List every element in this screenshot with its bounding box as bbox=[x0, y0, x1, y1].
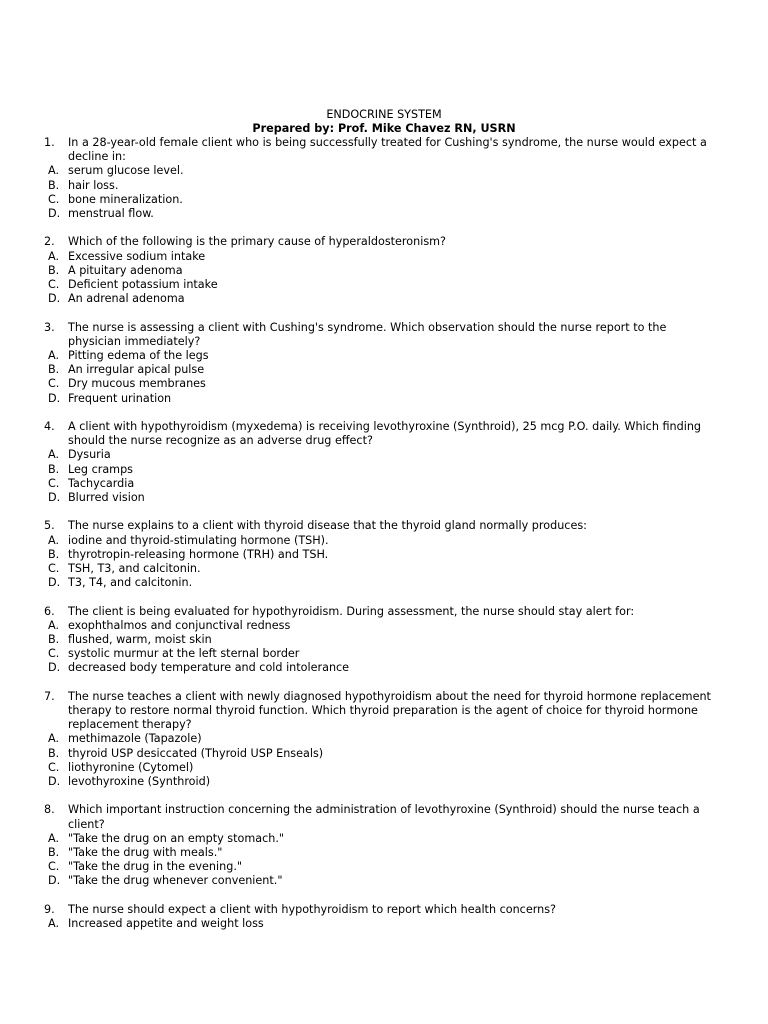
option-letter: A. bbox=[48, 249, 60, 263]
answer-option bbox=[0, 747, 768, 761]
answer-option bbox=[0, 207, 768, 221]
question-text: A client with hypothyroidism (myxedema) is receiving levothyroxine (Synthroid), 25 mcg P.O. daily. Which finding should the nurse recognize as an adverse drug effect? bbox=[68, 420, 702, 448]
option-text: "Take the drug whenever convenient." bbox=[68, 874, 283, 888]
answer-option bbox=[0, 491, 768, 505]
option-letter: D. bbox=[48, 391, 61, 405]
answer-option bbox=[0, 832, 768, 846]
option-text: An irregular apical pulse bbox=[68, 363, 205, 377]
option-letter: B. bbox=[48, 363, 60, 377]
option-letter: A. bbox=[48, 533, 60, 547]
option-text: systolic murmur at the left sternal border bbox=[68, 647, 300, 661]
option-text: Deficient potassium intake bbox=[68, 278, 218, 292]
answer-option bbox=[0, 619, 768, 633]
option-text: Leg cramps bbox=[68, 462, 134, 476]
question-number: 1. bbox=[44, 136, 55, 149]
option-text: Dysuria bbox=[68, 448, 111, 462]
option-letter: B. bbox=[48, 462, 60, 476]
question-stem bbox=[0, 420, 768, 448]
question-stem bbox=[0, 690, 768, 733]
question-text: The nurse is assessing a client with Cushing's syndrome. Which observation should the nurse report to the physician immediately? bbox=[68, 320, 667, 348]
question-text: Which of the following is the primary cause of hyperaldosteronism? bbox=[68, 235, 446, 249]
option-text: hair loss. bbox=[68, 178, 119, 192]
answer-option bbox=[0, 846, 768, 860]
question-item bbox=[0, 903, 768, 931]
option-text: levothyroxine (Synthroid) bbox=[68, 775, 211, 789]
answer-option bbox=[0, 576, 768, 590]
answer-option bbox=[0, 775, 768, 789]
question-item bbox=[0, 605, 768, 676]
option-text: T3, T4, and calcitonin. bbox=[68, 576, 193, 590]
question-stem bbox=[0, 903, 768, 917]
answer-option bbox=[0, 392, 768, 406]
option-letter: B. bbox=[48, 178, 60, 192]
option-letter: A. bbox=[48, 917, 60, 931]
option-text: decreased body temperature and cold intolerance bbox=[68, 661, 350, 675]
option-text: serum glucose level. bbox=[68, 164, 184, 178]
option-text: iodine and thyroid-stimulating hormone (TSH). bbox=[68, 533, 329, 547]
answer-option bbox=[0, 292, 768, 306]
question-stem bbox=[0, 136, 768, 164]
question-text: The nurse teaches a client with newly diagnosed hypothyroidism about the need for thyroid hormone replacement therapy to restore normal thyroid function. Which thyroid preparation is the agent of choice for thyroid hormone replacement therapy? bbox=[68, 689, 711, 732]
answer-option bbox=[0, 633, 768, 647]
answer-option bbox=[0, 860, 768, 874]
option-letter: A. bbox=[48, 164, 60, 178]
option-letter: C. bbox=[48, 562, 60, 576]
option-text: Excessive sodium intake bbox=[68, 249, 206, 263]
answer-option bbox=[0, 179, 768, 193]
answer-option bbox=[0, 448, 768, 462]
option-text: Dry mucous membranes bbox=[68, 377, 206, 391]
document-author: Prepared by: Prof. Mike Chavez RN, USRN bbox=[252, 122, 516, 136]
option-letter: C. bbox=[48, 278, 60, 292]
question-item bbox=[0, 420, 768, 505]
option-letter: C. bbox=[48, 647, 60, 661]
question-item bbox=[0, 803, 768, 888]
option-letter: B. bbox=[48, 846, 60, 860]
question-text: Which important instruction concerning the administration of levothyroxine (Synthroid) should the nurse teach a client? bbox=[68, 803, 700, 831]
option-letter: D. bbox=[48, 874, 61, 888]
option-text: "Take the drug in the evening." bbox=[68, 860, 243, 874]
answer-option bbox=[0, 761, 768, 775]
option-letter: B. bbox=[48, 633, 60, 647]
option-text: menstrual flow. bbox=[68, 207, 154, 221]
option-text: "Take the drug on an empty stomach." bbox=[68, 831, 285, 845]
option-letter: B. bbox=[48, 547, 60, 561]
option-letter: A. bbox=[48, 618, 60, 632]
question-list bbox=[0, 136, 768, 945]
question-number: 8. bbox=[44, 803, 55, 817]
option-text: Frequent urination bbox=[68, 391, 172, 405]
option-letter: C. bbox=[48, 192, 60, 206]
answer-option bbox=[0, 732, 768, 746]
answer-option bbox=[0, 264, 768, 278]
question-item bbox=[0, 519, 768, 590]
option-letter: D. bbox=[48, 661, 61, 675]
option-letter: B. bbox=[48, 263, 60, 277]
option-letter: A. bbox=[48, 831, 60, 845]
option-letter: A. bbox=[48, 349, 60, 363]
question-number: 6. bbox=[44, 604, 55, 618]
answer-option bbox=[0, 250, 768, 264]
question-item bbox=[0, 235, 768, 306]
question-item bbox=[0, 690, 768, 789]
answer-option bbox=[0, 463, 768, 477]
answer-option bbox=[0, 164, 768, 178]
answer-option bbox=[0, 278, 768, 292]
option-letter: D. bbox=[48, 491, 61, 505]
answer-option bbox=[0, 193, 768, 207]
question-stem bbox=[0, 235, 768, 249]
option-letter: C. bbox=[48, 476, 60, 490]
option-text: Tachycardia bbox=[68, 476, 135, 490]
answer-option bbox=[0, 562, 768, 576]
answer-option bbox=[0, 647, 768, 661]
document-title: ENDOCRINE SYSTEM bbox=[326, 108, 442, 121]
option-letter: B. bbox=[48, 746, 60, 760]
option-letter: D. bbox=[48, 576, 61, 590]
question-text: The nurse should expect a client with hypothyroidism to report which health concerns? bbox=[68, 902, 556, 916]
question-text: In a 28-year-old female client who is being successfully treated for Cushing's syndrome, the nurse would expect a decline in: bbox=[68, 136, 707, 164]
option-text: methimazole (Tapazole) bbox=[68, 732, 202, 746]
answer-option bbox=[0, 534, 768, 548]
option-text: An adrenal adenoma bbox=[68, 292, 185, 306]
answer-option bbox=[0, 661, 768, 675]
option-text: liothyronine (Cytomel) bbox=[68, 760, 194, 774]
answer-option bbox=[0, 548, 768, 562]
question-stem bbox=[0, 321, 768, 349]
question-stem bbox=[0, 605, 768, 619]
question-number: 2. bbox=[44, 235, 55, 249]
option-text: exophthalmos and conjunctival redness bbox=[68, 618, 291, 632]
option-letter: D. bbox=[48, 207, 61, 221]
question-number: 5. bbox=[44, 519, 55, 533]
question-stem bbox=[0, 519, 768, 533]
answer-option bbox=[0, 363, 768, 377]
option-letter: D. bbox=[48, 775, 61, 789]
option-text: TSH, T3, and calcitonin. bbox=[68, 562, 201, 576]
option-text: flushed, warm, moist skin bbox=[68, 633, 212, 647]
question-number: 7. bbox=[44, 689, 55, 703]
question-number: 9. bbox=[44, 902, 55, 916]
option-text: "Take the drug with meals." bbox=[68, 846, 223, 860]
answer-option bbox=[0, 377, 768, 391]
option-text: thyrotropin-releasing hormone (TRH) and TSH. bbox=[68, 547, 329, 561]
option-letter: A. bbox=[48, 448, 60, 462]
question-item bbox=[0, 321, 768, 406]
option-letter: D. bbox=[48, 292, 61, 306]
option-text: A pituitary adenoma bbox=[68, 263, 183, 277]
option-letter: C. bbox=[48, 860, 60, 874]
question-item bbox=[0, 136, 768, 221]
option-letter: C. bbox=[48, 377, 60, 391]
document-header bbox=[0, 108, 768, 136]
option-text: Increased appetite and weight loss bbox=[68, 917, 264, 931]
question-stem bbox=[0, 803, 768, 831]
question-number: 3. bbox=[44, 320, 55, 334]
option-letter: A. bbox=[48, 732, 60, 746]
answer-option bbox=[0, 349, 768, 363]
option-text: bone mineralization. bbox=[68, 192, 183, 206]
question-text: The client is being evaluated for hypothyroidism. During assessment, the nurse should stay alert for: bbox=[68, 604, 635, 618]
option-text: thyroid USP desiccated (Thyroid USP Enseals) bbox=[68, 746, 324, 760]
answer-option bbox=[0, 477, 768, 491]
option-text: Pitting edema of the legs bbox=[68, 349, 209, 363]
answer-option bbox=[0, 917, 768, 931]
question-number: 4. bbox=[44, 420, 55, 434]
option-letter: C. bbox=[48, 760, 60, 774]
question-text: The nurse explains to a client with thyroid disease that the thyroid gland normally produces: bbox=[68, 519, 587, 533]
answer-option bbox=[0, 874, 768, 888]
option-text: Blurred vision bbox=[68, 491, 145, 505]
